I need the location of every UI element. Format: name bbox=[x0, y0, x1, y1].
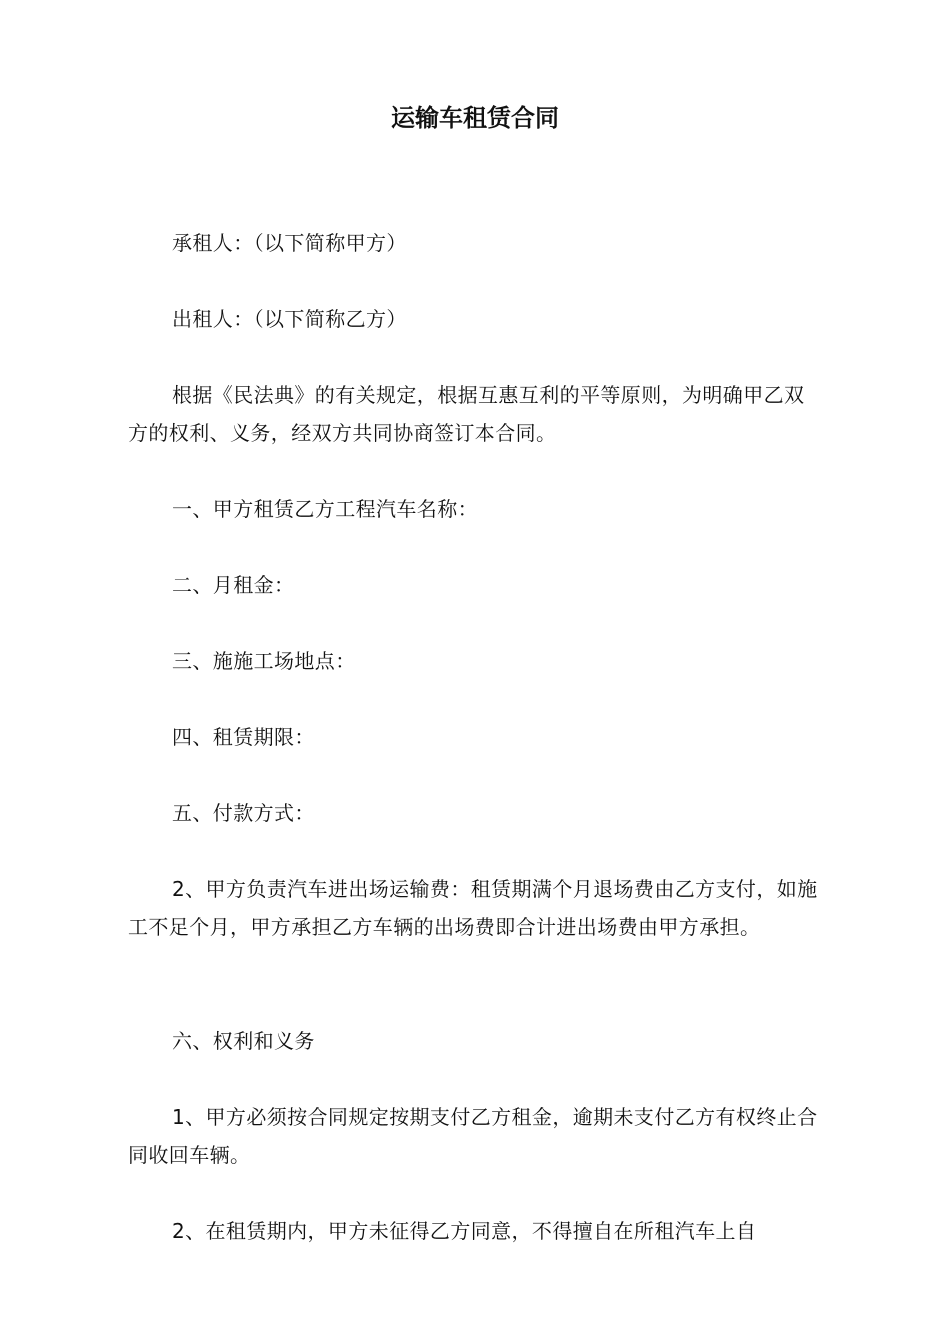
document-title: 运输车租赁合同 bbox=[391, 104, 559, 132]
paragraph-lessor: 出租人：（以下简称乙方） bbox=[172, 307, 407, 331]
paragraph-clause-5: 五、付款方式： bbox=[172, 801, 315, 825]
paragraph-lessee: 承租人：（以下简称甲方） bbox=[172, 231, 407, 255]
paragraph-transport-fee: 2、甲方负责汽车进出场运输费：租赁期满个月退场费由乙方支付，如施工不足个月，甲方承担乙方车辆的出场费即合计进出场费由甲方承担。 bbox=[128, 877, 818, 939]
paragraph-obligation-2: 2、在租赁期内，甲方未征得乙方同意，不得擅自在所租汽车上自 bbox=[172, 1219, 757, 1243]
paragraph-clause-4: 四、租赁期限： bbox=[172, 725, 315, 749]
paragraph-obligation-1: 1、甲方必须按合同规定按期支付乙方租金，逾期未支付乙方有权终止合同收回车辆。 bbox=[128, 1105, 818, 1167]
paragraph-clause-2: 二、月租金： bbox=[172, 573, 295, 597]
paragraph-preamble: 根据《民法典》的有关规定，根据互惠互利的平等原则，为明确甲乙双方的权利、义务，经双方共同协商签订本合同。 bbox=[128, 383, 805, 445]
paragraph-clause-3: 三、施施工场地点： bbox=[172, 649, 356, 673]
paragraph-clause-1: 一、甲方租赁乙方工程汽车名称： bbox=[172, 497, 478, 521]
paragraph-clause-6: 六、权利和义务 bbox=[172, 1029, 315, 1053]
